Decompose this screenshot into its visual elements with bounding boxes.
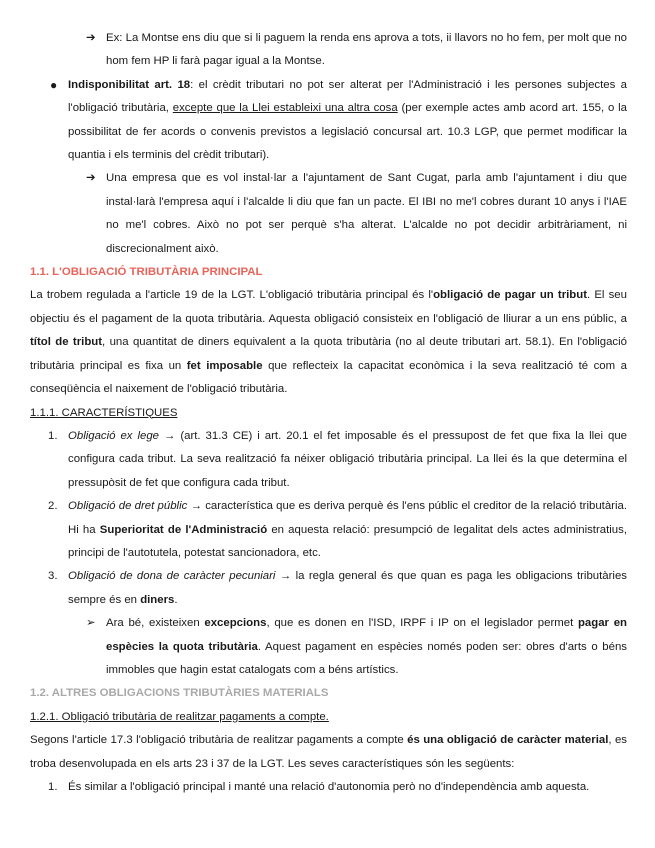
list-number: 2.	[48, 500, 58, 513]
excepcions-bold-1: excepcions	[204, 617, 267, 630]
principal-bold-3: fet imposable	[186, 359, 263, 372]
pagaments-text-2: , es troba desenvolupada en els arts 23 i 37 de la LGT. Les seves característiques són les següents:	[30, 734, 627, 770]
example-montse	[30, 27, 627, 74]
heading-caracteristiques: 1.1.1. CARACTERÍSTIQUES	[30, 406, 178, 419]
paragraph-obligacio-principal	[30, 284, 627, 401]
dret-public-text-2: en aquesta relació: presumpció de legalitat dels actes administratius, principi de l'autotutela, potestat sancionadora, etc.	[68, 523, 627, 559]
arrow-icon: ➔	[86, 32, 96, 44]
list-item-ex-lege	[30, 425, 627, 495]
list-number: 1.	[48, 781, 58, 793]
bullet-icon: ●	[50, 77, 58, 92]
indisponibilitat-text-1: : el crèdit tributari no pot ser alterat per l'Administració i les persones subjectes a l'obligació tributària,	[68, 78, 627, 115]
excepcions-text-3: . Aquest pagament en espècies només poden ser: obres d'arts o béns immobles que hagin estat catalogats com a béns artístics.	[106, 640, 627, 676]
principal-bold-1: obligació de pagar un tribut	[433, 289, 588, 302]
paragraph-pagaments-compte	[30, 729, 627, 776]
principal-text-1: La trobem regulada a l'article 19 de la LGT. L'obligació tributària principal és l'	[30, 289, 434, 302]
example-sant-cugat	[30, 167, 627, 261]
principal-text-3: , una quantitat de diners equivalent a la quota tributària (no al deute tributari art. 58.1). En l'obligació tributària principal es fixa un	[30, 336, 627, 372]
list-item-dret-public	[30, 495, 627, 565]
list-number: 3.	[48, 570, 58, 583]
excepcions-text-2: , que es donen en l'ISD, IRPF i IP on el legislador permet	[266, 617, 578, 630]
pecuniari-text-1: → la regla general és que quan es paga les obligacions tributàries sempre és en	[68, 570, 627, 606]
chevron-arrow-icon: ➢	[86, 617, 96, 630]
list-item-pecuniari	[30, 565, 627, 612]
dret-public-text-1: → característica que es deriva perquè és l'ens públic el creditor de la relació tributària. Hi ha	[68, 500, 628, 536]
list-item-similar	[30, 776, 627, 799]
heading-obligacio-principal: 1.1. L'OBLIGACIÓ TRIBUTÀRIA PRINCIPAL	[30, 266, 263, 279]
principal-text-4: que reflecteix la capacitat econòmica i la seva realització té com a conseqüència el naixement de l'obligació tributària.	[30, 359, 627, 396]
pecuniari-text-2: .	[174, 593, 178, 606]
ex-lege-term: Obligació ex lege	[68, 429, 159, 442]
pagaments-bold: és una obligació de caràcter material	[407, 734, 609, 747]
arrow-icon: ➔	[86, 172, 96, 185]
indisponibilitat-title: Indisponibilitat art. 18	[68, 78, 191, 91]
similar-text: És similar a l'obligació principal i manté una relació d'autonomia però no d'independència amb aquesta.	[68, 781, 590, 793]
example-montse-text: Ex: La Montse ens diu que si li paguem la renda ens aprova a tots, ii llavors no ho fem, per molt que no hom fem HP li farà pagar igual a la Montse.	[106, 32, 627, 68]
pecuniari-term: Obligació de dona de caràcter pecuniari	[68, 570, 276, 583]
excepcions-bold-2: pagar en espècies la quota tributària	[106, 617, 627, 653]
principal-text-2: . El seu objectiu és el pagament de la quota tributària. Aquesta obligació consisteix en l'obligació de lliurar a un ens públic, a	[30, 289, 627, 325]
heading-altres-obligacions: 1.2. ALTRES OBLIGACIONS TRIBUTÀRIES MATERIALS	[30, 687, 329, 700]
indisponibilitat-item	[30, 74, 627, 168]
principal-bold-2: títol de tribut	[30, 336, 103, 349]
ex-lege-text: → (art. 31.3 CE) i art. 20.1 el fet imposable és el pressupost de fet que fixa la llei que configura cada tribut. La seva realització fa néixer obligació tributària principal. La llei és la que determina el pressupòsit de fet que configura cada tribut.	[68, 429, 627, 489]
dret-public-bold: Superioritat de l'Administració	[99, 523, 268, 536]
excepcions-text-1: Ara bé, existeixen	[106, 617, 205, 630]
indisponibilitat-text-2: (per exemple actes amb acord art. 155, o la possibilitat de fer acords o convenis previstos a legislació concursal art. 10.3 LGP, que permet modificar la quantia i els terminis del crèdit tributari).	[68, 102, 627, 162]
indisponibilitat-exception: excepte que la Llei estableixi una altra cosa	[172, 102, 398, 115]
example-sant-cugat-text: Una empresa que es vol instal·lar a l'ajuntament de Sant Cugat, parla amb l'ajuntament i diu que instal·larà l'empresa aquí i l'alcalde li diu que fan un pacte. El IBI no me'l cobres durant 10 anys i l'IAE no me'l cobres. Això no pot ser perquè s'ha alterat. L'alcalde no pot decidir arbitràriament, ni discrecionalment això.	[106, 172, 627, 255]
list-number: 1.	[48, 429, 58, 442]
pagaments-text-1: Segons l'article 17.3 l'obligació tributària de realitzar pagaments a compte	[30, 734, 408, 747]
dret-public-term: Obligació de dret públic	[68, 500, 188, 513]
pecuniari-bold: diners	[140, 593, 175, 606]
heading-pagaments-compte: 1.2.1. Obligació tributària de realitzar pagaments a compte.	[30, 710, 329, 723]
excepcions-item	[30, 612, 627, 682]
